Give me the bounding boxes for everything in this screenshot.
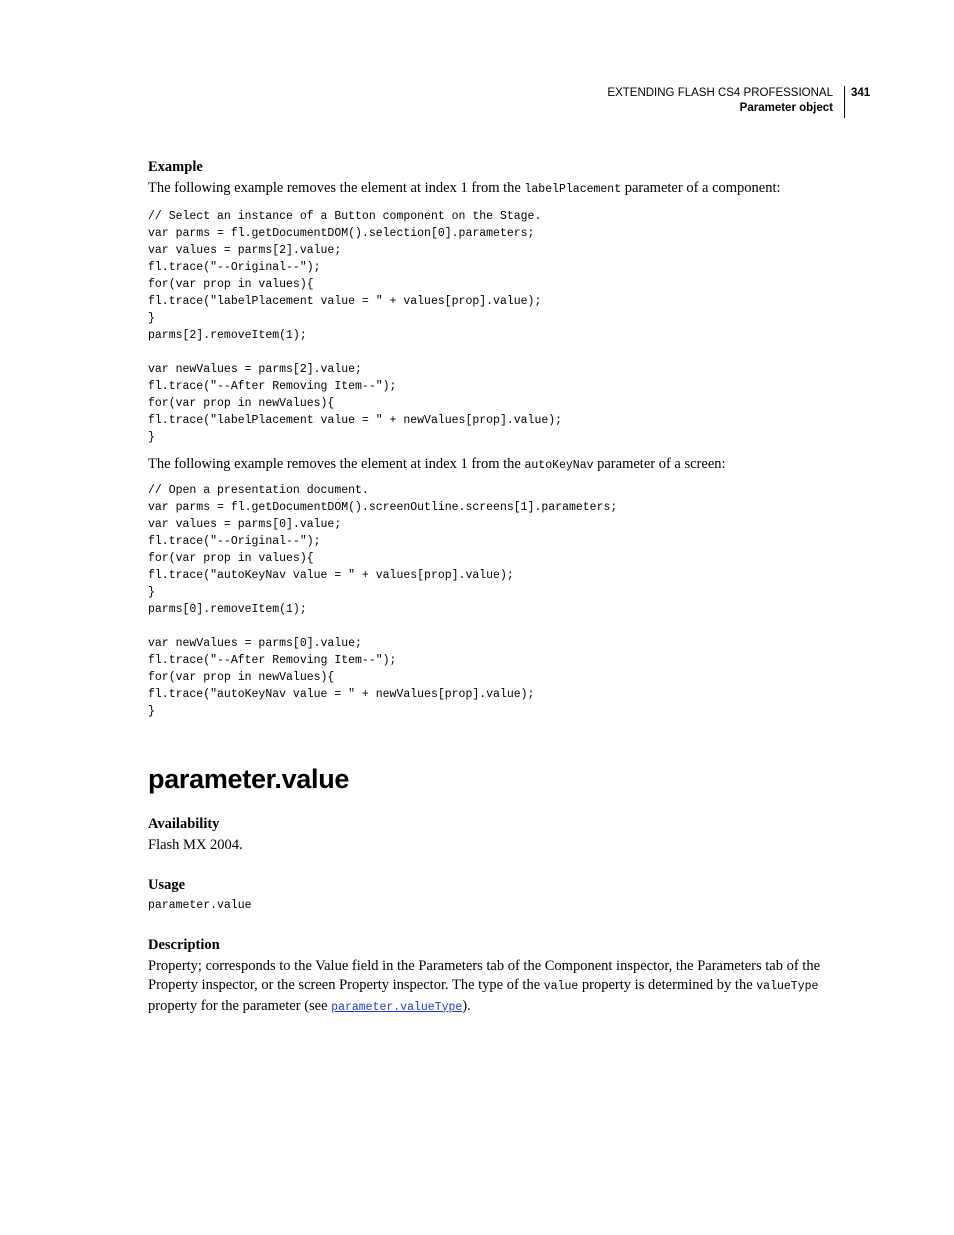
- header-section-title: Parameter object: [739, 102, 833, 114]
- code-line: var parms = fl.getDocumentDOM().screenOutline.screens[1].parameters;: [148, 501, 618, 514]
- code-line: for(var prop in newValues){: [148, 396, 335, 410]
- code-block-2: [148, 482, 848, 720]
- description-line-3-after: ).: [462, 997, 471, 1014]
- code-line: fl.trace("--Original--");: [148, 535, 321, 548]
- code-line: // Select an instance of a Button component on the Stage.: [148, 209, 542, 223]
- description-line-3-before: property for the parameter (see: [148, 997, 332, 1014]
- code-line: var newValues = parms[2].value;: [148, 362, 362, 376]
- code-line: fl.trace("--After Removing Item--");: [148, 379, 397, 393]
- code-line: fl.trace("labelPlacement value = " + values[prop].value);: [148, 294, 542, 308]
- code-line: parms[2].removeItem(1);: [148, 328, 307, 342]
- description-line-2-middle: property is determined by the: [578, 977, 757, 993]
- code-line: }: [148, 705, 155, 718]
- description-text: [148, 957, 848, 1018]
- intro1-text-after: parameter of a component:: [621, 180, 781, 196]
- code-line: parms[0].removeItem(1);: [148, 603, 307, 616]
- usage-code: parameter.value: [148, 898, 252, 912]
- example-intro-2: [148, 455, 848, 476]
- code-line: fl.trace("autoKeyNav value = " + values[prop].value);: [148, 569, 514, 582]
- intro2-text-after: parameter of a screen:: [593, 455, 726, 472]
- code-line: [148, 344, 848, 361]
- code-line: // Open a presentation document.: [148, 484, 369, 497]
- code-line: var values = parms[2].value;: [148, 243, 342, 257]
- description-line-1: Property; corresponds to the Value field in the Parameters tab of the Component inspector, the Parameters tab of the: [148, 957, 821, 974]
- code-block-1: [148, 208, 848, 446]
- example-intro-1: [148, 179, 848, 200]
- intro1-inline-code: labelPlacement: [524, 183, 622, 196]
- section-title: parameter.value: [148, 764, 350, 794]
- example-heading: Example: [148, 159, 203, 175]
- book-title: EXTENDING FLASH CS4 PROFESSIONAL: [607, 87, 833, 99]
- intro2-text-before: The following example removes the element at index 1 from the: [148, 455, 525, 472]
- availability-text: Flash MX 2004.: [148, 837, 243, 853]
- intro2-inline-code: autoKeyNav: [524, 458, 594, 472]
- code-line: [148, 618, 848, 635]
- code-line: }: [148, 430, 155, 444]
- code-line: for(var prop in newValues){: [148, 671, 335, 684]
- page-number: 341: [851, 87, 871, 99]
- description-line-2-before: Property inspector, or the screen Property inspector. The type of the: [148, 977, 544, 993]
- code-line: fl.trace("autoKeyNav value = " + newValues[prop].value);: [148, 688, 535, 701]
- description-heading: Description: [148, 936, 220, 953]
- code-line: }: [148, 586, 155, 599]
- intro1-text-before: The following example removes the element at index 1 from the: [148, 180, 525, 196]
- code-line: var newValues = parms[0].value;: [148, 637, 362, 650]
- code-line: for(var prop in values){: [148, 277, 314, 291]
- code-line: var parms = fl.getDocumentDOM().selection[0].parameters;: [148, 226, 535, 240]
- code-line: fl.trace("--After Removing Item--");: [148, 654, 397, 667]
- link-parameter-valuetype[interactable]: parameter.valueType: [331, 1000, 463, 1014]
- description-code-valuetype: valueType: [756, 980, 819, 993]
- code-line: fl.trace("--Original--");: [148, 260, 321, 274]
- code-line: var values = parms[0].value;: [148, 518, 342, 531]
- availability-heading: Availability: [148, 816, 220, 832]
- description-code-value: value: [543, 980, 579, 993]
- header-divider: [844, 86, 845, 118]
- code-line: fl.trace("labelPlacement value = " + newValues[prop].value);: [148, 413, 563, 427]
- code-line: }: [148, 311, 155, 325]
- code-line: for(var prop in values){: [148, 552, 314, 565]
- main-content: [148, 158, 848, 1017]
- running-header: [607, 86, 841, 116]
- usage-heading: Usage: [148, 876, 186, 893]
